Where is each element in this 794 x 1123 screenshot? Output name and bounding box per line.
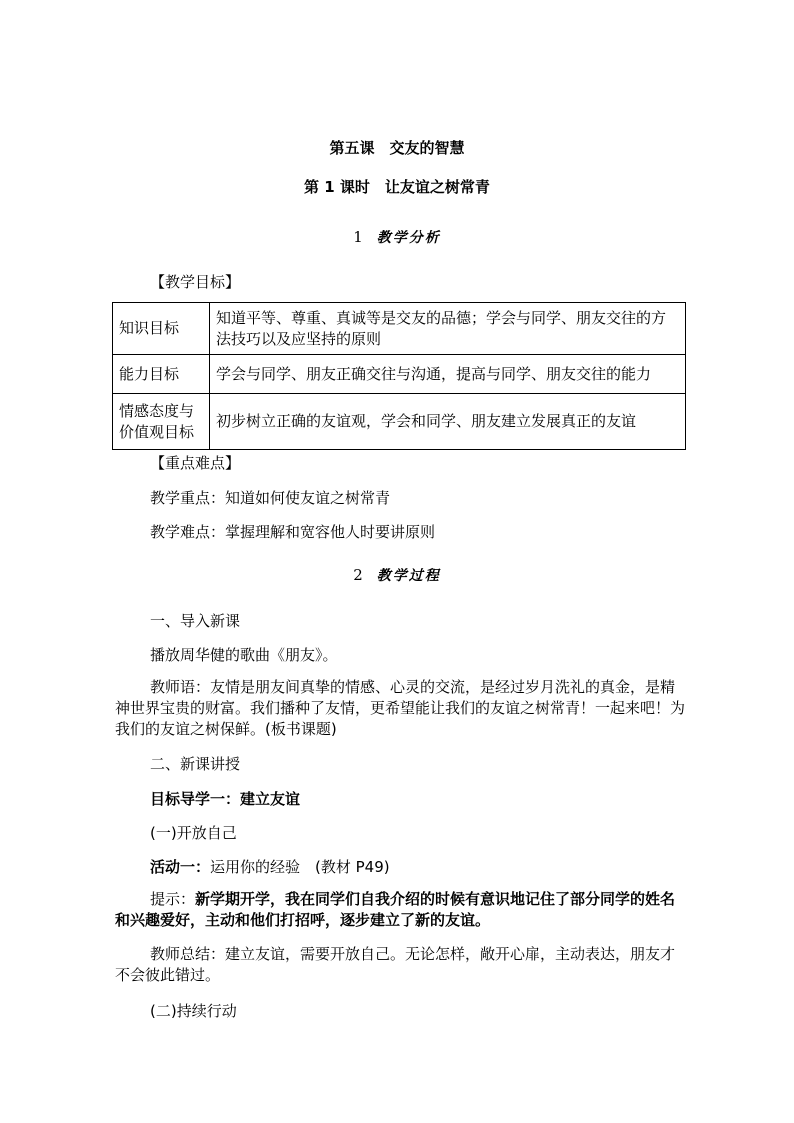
section-number: 2 — [353, 566, 363, 584]
period-title: 第 1 课时 让友谊之树常青 — [304, 178, 490, 196]
table-row — [113, 394, 686, 450]
table-row — [113, 355, 686, 394]
lesson-title: 第五课 交友的智慧 — [329, 139, 465, 157]
section-number: 1 — [353, 228, 363, 246]
objective-content: 学会与同学、朋友正确交往与沟通，提高与同学、朋友交往的能力 — [210, 355, 686, 394]
objectives-table — [112, 302, 686, 450]
objectives-heading: 【教学目标】 — [150, 273, 241, 291]
section-heading-process — [0, 565, 794, 585]
part1-heading: 一、导入新课 — [150, 612, 241, 630]
table-row — [113, 303, 686, 355]
difficulty: 教学难点：掌握理解和宽容他人时要讲原则 — [150, 523, 436, 541]
activity1 — [150, 856, 390, 877]
objective-label: 情感态度与价值观目标 — [113, 394, 210, 450]
intro-line: 播放周华健的歌曲《朋友》。 — [150, 646, 338, 664]
objective-label: 能力目标 — [113, 355, 210, 394]
part2-heading: 二、新课讲授 — [150, 755, 241, 773]
key-point: 教学重点：知道如何使友谊之树常青 — [150, 489, 391, 507]
section-label: 教学过程 — [376, 568, 441, 584]
hint-text: 新学期开学，我在同学们自我介绍的时候有意识地记住了部分同学的姓名和兴趣爱好，主动和他们打招呼，逐步建立了新的友谊。 — [115, 890, 676, 929]
teacher-summary: 教师总结：建立友谊，需要开放自己。无论怎样，敞开心扉，主动表达，朋友才不会彼此错过。 — [115, 945, 676, 984]
teacher-words: 教师语：友情是朋友间真挚的情感、心灵的交流，是经过岁月洗礼的真金，是精神世界宝贵的财富。我们播种了友情，更希望能让我们的友谊之树常青！一起来吧！为我们的友谊之树保鲜。(板书课题) — [115, 678, 686, 738]
sub2-heading: (二)持续行动 — [150, 1002, 237, 1020]
sub1-heading: (一)开放自己 — [150, 824, 237, 842]
objective-label: 知识目标 — [113, 303, 210, 355]
hint-label: 提示： — [150, 890, 196, 908]
activity1-label: 活动一： — [150, 858, 211, 876]
section-heading-analysis — [0, 227, 794, 247]
key-points-heading: 【重点难点】 — [150, 454, 241, 472]
section-label: 教学分析 — [376, 230, 441, 246]
activity1-text: 运用你的经验 (教材 P49) — [210, 858, 390, 876]
objective-content: 知道平等、尊重、真诚等是交友的品德；学会与同学、朋友交往的方法技巧以及应坚持的原则 — [210, 303, 686, 355]
objective-content: 初步树立正确的友谊观，学会和同学、朋友建立发展真正的友谊 — [210, 394, 686, 450]
hint-paragraph — [115, 889, 685, 931]
goal1-heading: 目标导学一：建立友谊 — [150, 790, 301, 808]
